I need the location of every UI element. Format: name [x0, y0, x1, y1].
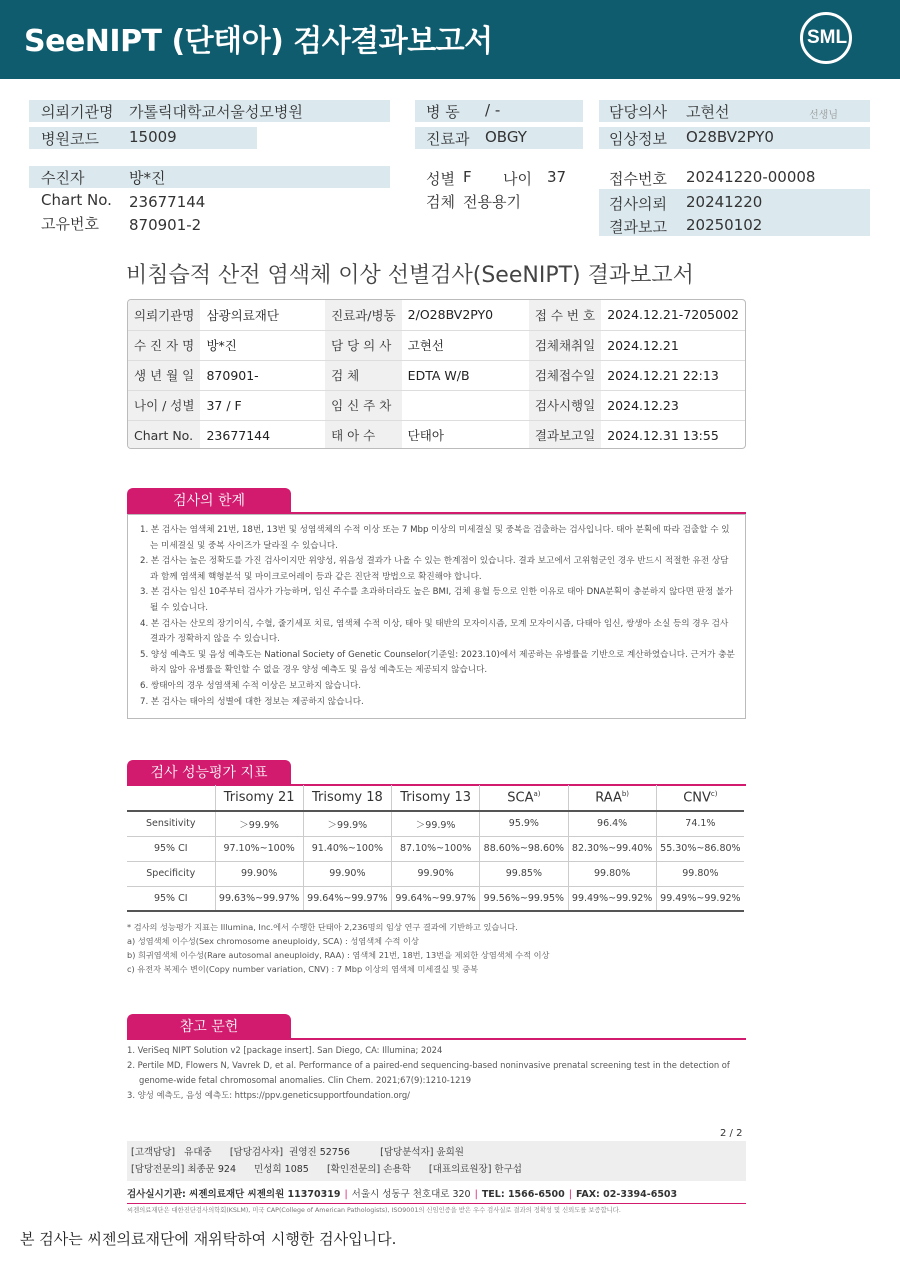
dept-label: 진료과	[426, 130, 470, 148]
info-key: 결과보고일	[529, 420, 601, 449]
request-value: 20241220	[686, 193, 763, 211]
chart-value: 23677144	[129, 193, 206, 211]
info-row	[128, 300, 745, 330]
note-line: a) 성염색체 이수성(Sex chromosome aneuploidy, SCA) : 성염색체 수적 이상	[127, 936, 419, 946]
info-key: 나이 / 성별	[128, 390, 200, 420]
perf-header	[392, 785, 480, 811]
perf-cell: ＞99.9%	[392, 811, 480, 836]
info-key: 검 체	[325, 360, 402, 390]
org-fax: FAX: 02-3394-6503	[575, 1189, 678, 1200]
info-value: 2/O28BV2PY0	[402, 300, 529, 330]
hospital-code-value: 15009	[129, 128, 177, 146]
specimen-label: 검체	[426, 193, 455, 211]
org-address: 서울시 성동구 천호대로 320	[351, 1189, 471, 1200]
id-value: 870901-2	[129, 216, 202, 234]
info-key: 생 년 월 일	[128, 360, 200, 390]
perf-header	[656, 785, 744, 811]
perf-row-label: Specificity	[127, 861, 215, 886]
doctor-value: 고현선	[686, 103, 730, 121]
ward-value: / -	[485, 101, 501, 119]
header-bar	[0, 0, 900, 79]
perf-cell: 99.49%~99.92%	[568, 886, 656, 911]
info-key: Chart No.	[128, 420, 200, 449]
name-value: 방*진	[129, 169, 166, 187]
limit-item: 7. 본 검사는 태아의 성별에 대한 정보는 제공하지 않습니다.	[140, 696, 364, 707]
perf-row	[127, 886, 744, 911]
info-value: 2024.12.31 13:55	[607, 427, 719, 443]
perf-header	[568, 785, 656, 811]
sex-label: 성별	[426, 170, 455, 188]
info-key: 검체채취일	[529, 330, 601, 360]
limit-item: 3. 본 검사는 임신 10주부터 검사가 가능하며, 임신 주수를 초과하더라도 높은 BMI, 검체 용혈 등으로 인한 이유로 태아 DNA분획이 충분하지 않다면 판정 불가 될 수 있습니다.	[140, 587, 733, 613]
perf-cell: 99.90%	[303, 861, 391, 886]
doctor-suffix: 선생님	[809, 110, 838, 121]
perf-cell: 99.80%	[568, 861, 656, 886]
perf-cell: 99.90%	[392, 861, 480, 886]
performance-tab: 검사 성능평가 지표	[127, 760, 291, 786]
perf-header-text: Trisomy 18	[312, 790, 383, 805]
perf-header	[215, 785, 303, 811]
limit-item: 5. 양성 예측도 및 음성 예측도는 National Society of Genetic Counselor(기준일: 2023.10)에서 제공하는 유병률을 기반으로 계산하였습니다. 근거가 충분 하지 않아 유병률을 확인할 수 없을 경우 양성 예측도 및 음성 예측도는 제공되지 않습니다.	[140, 649, 735, 676]
info-key: 검체접수일	[529, 360, 601, 390]
page-number: 2 / 2	[720, 1128, 743, 1139]
references-line	[127, 1038, 746, 1040]
doctor-label: 담당의사	[609, 103, 667, 121]
note-line: b) 희귀염색체 이수성(Rare autosomal aneuploidy, RAA) : 염색체 21번, 18번, 13번을 제외한 상염색체 수적 이상	[127, 950, 550, 960]
info-value: 2024.12.21-7205002	[601, 300, 745, 330]
perf-row-label: 95% CI	[127, 836, 215, 861]
perf-cell: 96.4%	[568, 811, 656, 836]
perf-header	[303, 785, 391, 811]
institution-label: 의뢰기관명	[41, 103, 114, 121]
age-label: 나이	[503, 170, 532, 188]
cert-note: 씨젠의료재단은 대한진단검사의학회(KSLM), 미국 CAP(College of American Pathologists), ISO9001의 신임인증을 받은 우수 검사실로 결과의 정확성 및 신뢰도를 보증합니다.	[127, 1207, 621, 1214]
perf-cell: 99.85%	[480, 861, 568, 886]
perf-row	[127, 861, 744, 886]
receipt-label: 접수번호	[609, 170, 667, 188]
info-value: 2024.12.23	[601, 390, 745, 420]
info-key: 검사시행일	[529, 390, 601, 420]
info-value: 23677144	[206, 427, 271, 443]
perf-cell: ＞99.9%	[303, 811, 391, 836]
logo-text: SML	[806, 27, 848, 48]
perf-cell: 91.40%~100%	[303, 836, 391, 861]
info-value: 870901-	[200, 360, 325, 390]
performance-notes	[127, 920, 549, 976]
bottom-note: 본 검사는 씨젠의료재단에 재위탁하여 시행한 검사입니다.	[20, 1230, 397, 1248]
perf-cell: 99.64%~99.97%	[392, 886, 480, 911]
signature-line-2: [담당전문의] 최종문 924 민성희 1085 [확인전문의] 손용학 [대표의료원장] 한구섭	[131, 1164, 522, 1175]
perf-cell: 88.60%~98.60%	[480, 836, 568, 861]
perf-header-sup: b)	[621, 789, 630, 798]
perf-cell: 74.1%	[656, 811, 744, 836]
perf-cell: 99.56%~99.95%	[480, 886, 568, 911]
clinical-value: O28BV2PY0	[686, 128, 774, 146]
limit-item: 4. 본 검사는 산모의 장기이식, 수혈, 줄기세포 치료, 염색체 수적 이상, 태아 및 태반의 모자이시즘, 모계 모자이시즘, 다태아 임신, 쌍생아 소실 등의 경우 검사 결과가 정확하지 않을 수 있습니다.	[140, 618, 729, 645]
info-value: 단태아	[407, 428, 444, 444]
info-key: 태 아 수	[325, 420, 402, 449]
perf-cell: 99.49%~99.92%	[656, 886, 744, 911]
info-key: 접 수 번 호	[529, 300, 601, 330]
specimen-value: 전용용기	[463, 193, 521, 211]
performance-table	[127, 785, 744, 912]
info-key: 의뢰기관명	[128, 300, 200, 330]
info-key: 진료과/병동	[325, 300, 402, 330]
age-value: 37	[547, 168, 567, 186]
perf-row	[127, 836, 744, 861]
limits-tab: 검사의 한계	[127, 488, 291, 514]
id-label: 고유번호	[41, 215, 99, 233]
perf-row	[127, 811, 744, 836]
perf-header	[127, 785, 215, 811]
info-row	[128, 420, 745, 449]
references-list	[127, 1043, 746, 1103]
limit-item: 1. 본 검사는 염색체 21번, 18번, 13번 및 성염색체의 수적 이상 또는 7 Mbp 이상의 미세결실 및 중복을 검출하는 검사입니다. 태아 분획에 따라 검출할 수 있는 미세결실 및 중복 사이즈가 달라질 수 있습니다.	[140, 525, 730, 551]
info-row	[128, 390, 745, 420]
perf-header-text: Trisomy 21	[223, 790, 295, 805]
info-value: 2024.12.21	[601, 330, 745, 360]
limit-item: 6. 쌍태아의 경우 성염색체 수적 이상은 보고하지 않습니다.	[140, 680, 361, 691]
perf-row-label: Sensitivity	[127, 811, 215, 836]
request-label: 검사의뢰	[609, 195, 667, 213]
sml-logo	[800, 12, 852, 64]
report-title: 비침습적 산전 염색체 이상 선별검사(SeeNIPT) 결과보고서	[126, 263, 694, 288]
reference-item: 2. Pertile MD, Flowers N, Vavrek D, et al. Performance of a paired-end sequencing-based noninvasive prenatal screening test in the detection of genome-wide fetal chromosomal anomalies. Clin Chem. 2021;67(9):1210-1219	[127, 1060, 730, 1085]
info-key: 수 진 자 명	[128, 330, 200, 360]
perf-header-text: CNV	[683, 790, 711, 806]
name-label: 수진자	[41, 169, 85, 187]
perf-header-text: SCA	[507, 790, 534, 806]
ward-label: 병 동	[426, 103, 460, 121]
page-title: SeeNIPT (단태아) 검사결과보고서	[24, 24, 493, 59]
info-value: 고현선	[402, 330, 529, 360]
reference-item: 3. 양성 예측도, 음성 예측도: https://ppv.geneticsupportfoundation.org/	[127, 1090, 411, 1100]
note-line: c) 유전자 복제수 변이(Copy number variation, CNV) : 7 Mbp 이상의 염색체 미세결실 및 중복	[127, 964, 479, 974]
dept-value: OBGY	[485, 128, 527, 146]
reference-item: 1. VeriSeq NIPT Solution v2 [package insert]. San Diego, CA: Illumina; 2024	[127, 1045, 443, 1055]
org-footer: 검사실시기관: 씨젠의료재단 씨젠의원 11370319 | 서울시 성동구 천호대로 320 | TEL: 1566-6500 | FAX: 02-3394-6503	[127, 1186, 746, 1204]
sex-value: F	[463, 168, 472, 186]
info-value: 방*진	[200, 330, 325, 360]
info-row	[128, 360, 745, 390]
perf-cell: 97.10%~100%	[215, 836, 303, 861]
references-tab: 참고 문헌	[127, 1014, 291, 1040]
note-line: * 검사의 성능평가 지표는 Illumina, Inc.에서 수행한 단태아 2,236명의 임상 연구 결과에 기반하고 있습니다.	[127, 922, 518, 932]
perf-header-text: Trisomy 13	[400, 790, 471, 805]
chart-label: Chart No.	[41, 191, 112, 209]
hospital-code-label: 병원코드	[41, 130, 99, 148]
perf-header-sup: c)	[710, 789, 718, 798]
perf-header-text: RAA	[595, 790, 622, 806]
info-value	[402, 390, 529, 420]
perf-row-label: 95% CI	[127, 886, 215, 911]
signature-line-1: [고객담당] 유대중 [담당검사자] 권영진 52756 [담당분석자] 윤희원	[131, 1147, 464, 1158]
info-value: 37 / F	[200, 390, 325, 420]
info-value: 삼광의료재단	[200, 300, 325, 330]
report-label: 결과보고	[609, 218, 667, 236]
perf-header-sup: a)	[533, 789, 541, 798]
perf-cell: 99.64%~99.97%	[303, 886, 391, 911]
clinical-label: 임상정보	[609, 130, 667, 148]
info-value: EDTA W/B	[402, 360, 529, 390]
limit-item: 2. 본 검사는 높은 정확도를 가진 검사이지만 위양성, 위음성 결과가 나올 수 있는 한계점이 있습니다. 결과 보고에서 고위험군인 경우 반드시 적절한 유전 상담과 함께 염색체 핵형분석 및 마이크로어레이 등과 같은 진단적 방법으로 확진해야 합니다.	[140, 556, 729, 582]
perf-header	[480, 785, 568, 811]
report-value: 20250102	[686, 216, 763, 234]
receipt-value: 20241220-00008	[686, 168, 816, 186]
perf-cell: ＞99.9%	[215, 811, 303, 836]
info-value: 2024.12.21 22:13	[601, 360, 745, 390]
institution-value: 가톨릭대학교서울성모병원	[129, 103, 303, 121]
perf-cell: 95.9%	[480, 811, 568, 836]
perf-cell: 99.63%~99.97%	[215, 886, 303, 911]
limits-box	[127, 514, 746, 719]
signature-box	[127, 1141, 746, 1181]
perf-cell: 82.30%~99.40%	[568, 836, 656, 861]
org-name: 검사실시기관: 씨젠의료재단 씨젠의원 11370319	[127, 1189, 341, 1200]
info-row	[128, 330, 745, 360]
perf-cell: 99.90%	[215, 861, 303, 886]
info-key: 담 당 의 사	[325, 330, 402, 360]
perf-cell: 99.80%	[656, 861, 744, 886]
perf-cell: 55.30%~86.80%	[656, 836, 744, 861]
info-table	[127, 299, 746, 449]
org-tel: TEL: 1566-6500	[481, 1189, 565, 1200]
perf-cell: 87.10%~100%	[392, 836, 480, 861]
info-key: 임 신 주 차	[325, 390, 402, 420]
